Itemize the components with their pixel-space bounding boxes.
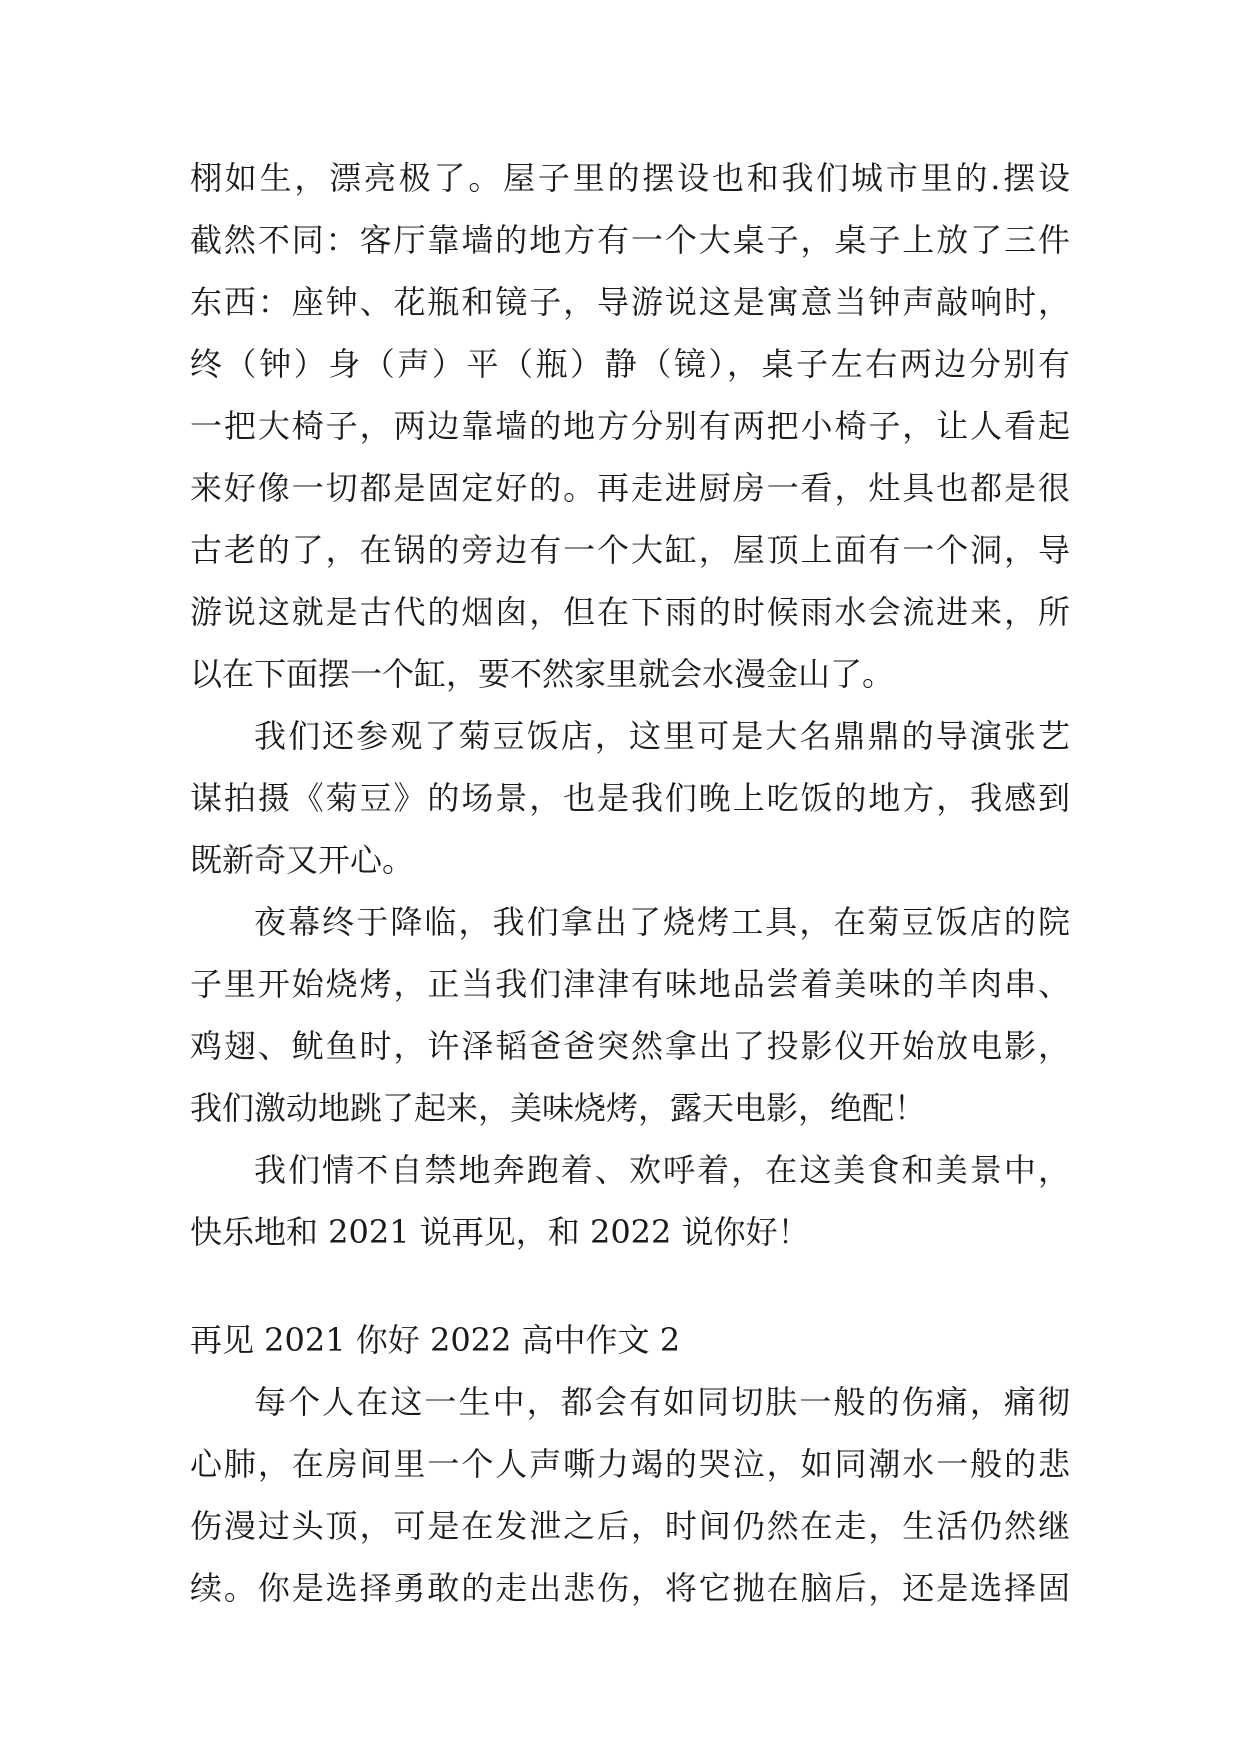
paragraph-line: 截然不同：客厅靠墙的地方有一个大桌子，桌子上放了三件 — [190, 221, 1070, 259]
paragraph-line: 每个人在这一生中，都会有如同切肤一般的伤痛，痛彻 — [254, 1383, 1070, 1421]
paragraph-line: 古老的了，在锅的旁边有一个大缸，屋顶上面有一个洞，导 — [190, 531, 1070, 569]
paragraph-line: 谋拍摄《菊豆》的场景，也是我们晚上吃饭的地方，我感到 — [190, 779, 1070, 817]
paragraph-line: 鸡翅、鱿鱼时，许泽韬爸爸突然拿出了投影仪开始放电影， — [190, 1027, 1070, 1065]
paragraph-line: 栩如生，漂亮极了。屋子里的摆设也和我们城市里的.摆设 — [190, 159, 1070, 197]
paragraph-line: 游说这就是古代的烟囱，但在下雨的时候雨水会流进来，所 — [190, 593, 1070, 631]
paragraph-line: 心肺，在房间里一个人声嘶力竭的哭泣，如同潮水一般的悲 — [190, 1445, 1070, 1483]
paragraph-line: 以在下面摆一个缸，要不然家里就会水漫金山了。 — [190, 655, 895, 693]
paragraph-line: 我们情不自禁地奔跑着、欢呼着，在这美食和美景中， — [254, 1151, 1070, 1189]
paragraph-line: 快乐地和 2021 说再见，和 2022 说你好！ — [190, 1213, 810, 1251]
section-heading: 再见 2021 你好 2022 高中作文 2 — [190, 1321, 681, 1359]
paragraph-line: 终（钟）身（声）平（瓶）静（镜），桌子左右两边分别有 — [190, 345, 1070, 383]
paragraph-line: 续。你是选择勇敢的走出悲伤，将它抛在脑后，还是选择固 — [190, 1569, 1070, 1607]
paragraph-line: 我们还参观了菊豆饭店，这里可是大名鼎鼎的导演张艺 — [254, 717, 1070, 755]
paragraph-line: 来好像一切都是固定好的。再走进厨房一看，灶具也都是很 — [190, 469, 1070, 507]
paragraph-line: 伤漫过头顶，可是在发泄之后，时间仍然在走，生活仍然继 — [190, 1507, 1070, 1545]
paragraph-line: 东西：座钟、花瓶和镜子，导游说这是寓意当钟声敲响时， — [190, 283, 1070, 321]
paragraph-line: 夜幕终于降临，我们拿出了烧烤工具，在菊豆饭店的院 — [254, 903, 1070, 941]
paragraph-line: 一把大椅子，两边靠墙的地方分别有两把小椅子，让人看起 — [190, 407, 1070, 445]
paragraph-line: 子里开始烧烤，正当我们津津有味地品尝着美味的羊肉串、 — [190, 965, 1070, 1003]
paragraph-line: 既新奇又开心。 — [190, 841, 415, 879]
paragraph-line: 我们激动地跳了起来，美味烧烤，露天电影，绝配！ — [190, 1089, 927, 1127]
